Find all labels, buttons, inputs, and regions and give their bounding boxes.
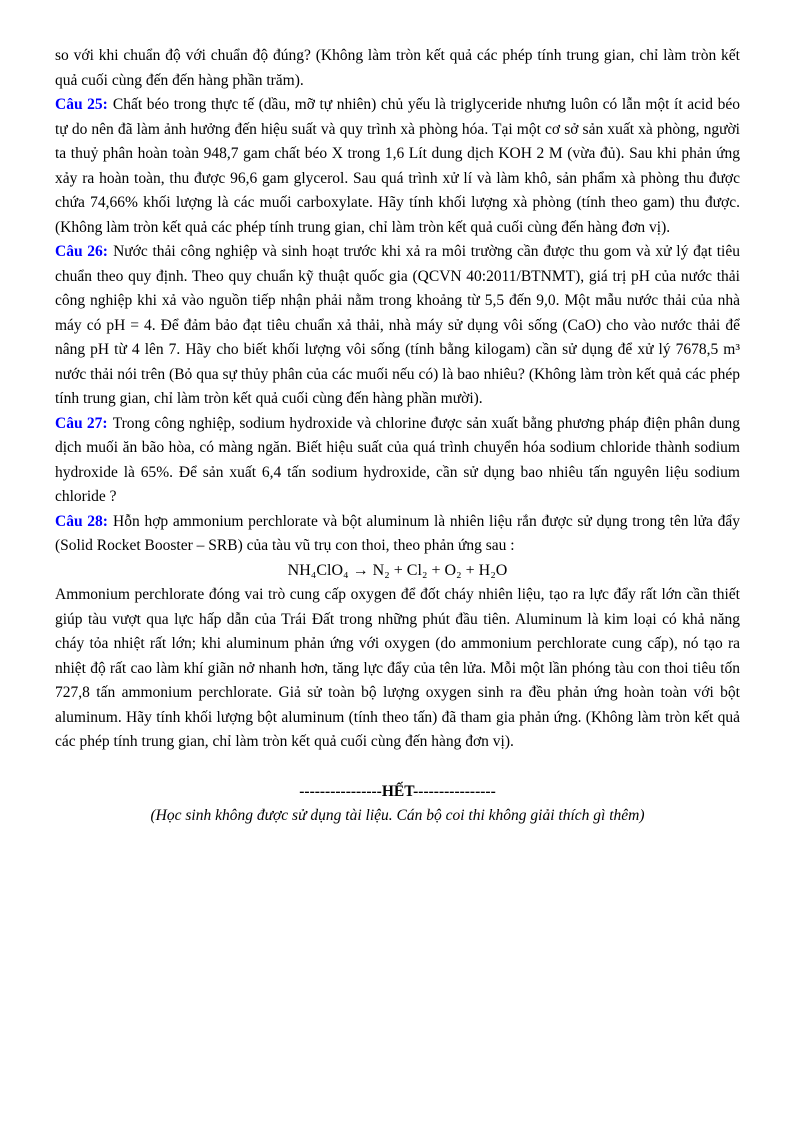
question-28-text-continued: Ammonium perchlorate đóng vai trò cung cấp oxygen để đốt cháy nhiên liệu, tạo ra lực đẩy rất lớn cần thiết giúp tàu vượt qua lực hấp dẫn của Trái Đất trong những phút đầu tiên. Aluminum là kim loại có khả năng cháy tỏa nhiệt rất lớn; khi aluminum phản ứng với oxygen (do ammonium perchlorate cung cấp), nó tạo ra nhiệt độ rất cao làm khí giãn nở nhanh hơn, tăng lực đẩy của tên lửa. Mỗi một lần phóng tàu con thoi tiêu tốn 727,8 tấn ammonium perchlorate. Giả sử toàn bộ lượng oxygen sinh ra đều phản ứng hoàn toàn với bột aluminum. Hãy tính khối lượng bột aluminum (tính theo tấn) đã tham gia phản ứng. (Không làm tròn kết quả các phép tính trung gian, chỉ làm tròn kết quả cuối cùng đến hàng đơn vị). bbox=[55, 586, 740, 750]
question-27 bbox=[55, 412, 740, 510]
question-25-text: Chất béo trong thực tế (dầu, mỡ tự nhiên) chủ yếu là triglyceride nhưng luôn có lẫn một ít acid béo tự do nên đã làm ảnh hưởng đến hiệu suất và quy trình xà phòng hóa. Tại một cơ sở sản xuất xà phòng, người ta thuỷ phân hoàn toàn 948,7 gam chất béo X trong 1,6 Lít dung dịch KOH 2 M (vừa đủ). Sau khi phản ứng xảy ra hoàn toàn, thu được 96,6 gam glycerol. Sau quá trình xử lí và làm khô, sản phẩm xà phòng thu được chứa 74,66% khối lượng là các muối carboxylate. Hãy tính khối lượng xà phòng (tính theo gam) thu được. (Không làm tròn kết quả các phép tính trung gian, chỉ làm tròn kết quả cuối cùng đến hàng đơn vị). bbox=[55, 96, 740, 236]
end-marker: ----------------HẾT---------------- bbox=[299, 782, 496, 800]
chemical-equation: NH₄ClO₄ → N₂ + Cl₂ + O₂ + H₂O bbox=[287, 561, 508, 579]
question-25-label: Câu 25: bbox=[55, 96, 108, 113]
question-25 bbox=[55, 93, 740, 240]
paragraph-continuation: so với khi chuẩn độ với chuẩn độ đúng? (Không làm tròn kết quả các phép tính trung gian, chỉ làm tròn kết quả cuối cùng đến đến hàng phần trăm). bbox=[55, 47, 740, 89]
footer-note: (Học sinh không được sử dụng tài liệu. Cán bộ coi thi không giải thích gì thêm) bbox=[150, 807, 645, 824]
question-27-text: Trong công nghiệp, sodium hydroxide và chlorine được sản xuất bằng phương pháp điện phân dung dịch muối ăn bão hòa, có màng ngăn. Biết hiệu suất của quá trình chuyển hóa sodium chloride thành sodium hydroxide là 65%. Để sản xuất 6,4 tấn sodium hydroxide, cần sử dụng bao nhiêu tấn nguyên liệu sodium chloride ? bbox=[55, 414, 740, 505]
document-footer bbox=[55, 780, 740, 829]
question-27-label: Câu 27: bbox=[55, 414, 108, 432]
question-26-text: Nước thải công nghiệp và sinh hoạt trước khi xả ra môi trường cần được thu gom và xử lý đạt tiêu chuẩn theo quy định. Theo quy chuẩn kỹ thuật quốc gia (QCVN 40:2011/BTNMT), giá trị pH của nước thải công nghiệp khi xả vào nguồn tiếp nhận phải nằm trong khoảng từ 5,5 đến 9,0. Một mẫu nước thải của nhà máy có pH = 4. Để đảm bảo đạt tiêu chuẩn xả thải, nhà máy sử dụng vôi sống (CaO) cho vào nước thải để nâng pH từ 4 lên 7. Hãy cho biết khối lượng vôi sống (tính bằng kilogam) cần sử dụng để xử lý 7678,5 m³ nước thải nói trên (Bỏ qua sự thủy phân của các muối nếu có) là bao nhiêu? (Không làm tròn kết quả các phép tính trung gian, chỉ làm tròn kết quả cuối cùng đến hàng phần mười). bbox=[55, 243, 740, 407]
question-26 bbox=[55, 240, 740, 412]
question-28 bbox=[55, 510, 740, 559]
question-28-text: Hỗn hợp ammonium perchlorate và bột aluminum là nhiên liệu rắn được sử dụng trong tên lửa đẩy (Solid Rocket Booster – SRB) của tàu vũ trụ con thoi, theo phản ứng sau : bbox=[55, 512, 740, 554]
question-28-label: Câu 28: bbox=[55, 512, 108, 530]
question-26-label: Câu 26: bbox=[55, 243, 108, 260]
